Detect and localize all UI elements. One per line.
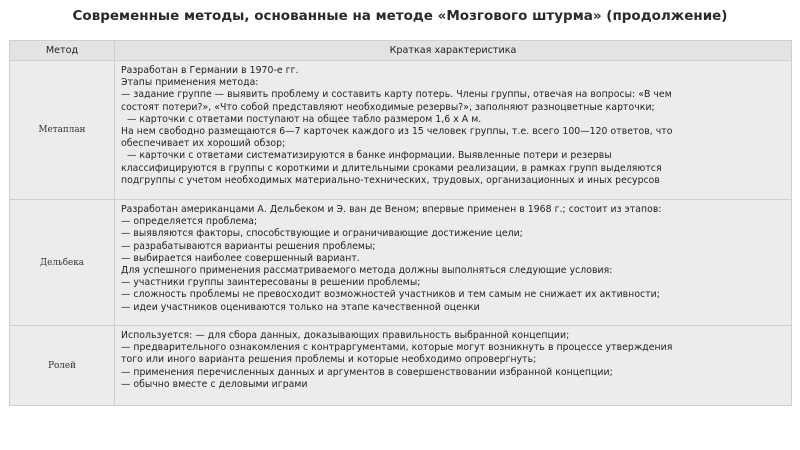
description-line: Используется: — для сбора данных, доказывающих правильность выбранной концепции; bbox=[121, 330, 570, 341]
description-line: — задание группе — выявить проблему и составить карту потерь. Члены группы, отвечая на вопросы: «В чем bbox=[121, 89, 672, 101]
description-line: — участники группы заинтересованы в решении проблемы; bbox=[121, 277, 421, 289]
description-line: — идеи участников оцениваются только на этапе качественной оценки bbox=[121, 301, 480, 313]
page-title: Современные методы, основанные на методе «Мозгового штурма» (продолжение) bbox=[72, 8, 728, 24]
method-name-cell: Дельбека bbox=[10, 200, 115, 326]
description-line: — предварительного ознакомления с контраргументами, которые могут возникнуть в процессе утверждения bbox=[121, 342, 673, 354]
description-cell bbox=[115, 326, 792, 406]
description-line: классифицируются в группы с короткими и длительными сроками реализации, в рамках групп выделяются bbox=[121, 162, 662, 174]
description-line: Этапы применения метода: bbox=[121, 77, 259, 89]
methods-table bbox=[9, 40, 792, 406]
description-line: Разработан американцами А. Дельбеком и Э. ван де Веном; впервые применен в 1968 г.; состоит из этапов: bbox=[121, 204, 662, 215]
description-line: — определяется проблема; bbox=[121, 216, 258, 228]
description-line: — применения перечисленных данных и аргументов в совершенствовании избранной концепции; bbox=[121, 366, 613, 378]
table-row-delbeck bbox=[10, 200, 792, 326]
description-cell bbox=[115, 200, 792, 326]
column-header-method: Метод bbox=[10, 41, 115, 61]
description-line: обеспечивает их хороший обзор; bbox=[121, 138, 286, 150]
method-name-cell: Метаплан bbox=[10, 61, 115, 200]
description-line: Разработан в Германии в 1970-е гг. bbox=[121, 65, 299, 76]
description-line: — разрабатываются варианты решения проблемы; bbox=[121, 240, 376, 252]
description-line: состоят потери?», «Что собой представляют необходимые резервы?», заполняют разноцветные карточки; bbox=[121, 101, 655, 113]
table-row-metaplan bbox=[10, 61, 792, 200]
description-line: — обычно вместе с деловыми играми bbox=[121, 378, 308, 390]
description-line: подгруппы с учетом необходимых материально-технических, трудовых, организационных и иных ресурсов bbox=[121, 174, 660, 186]
description-line: — выбирается наиболее совершенный вариант. bbox=[121, 252, 360, 264]
description-line: — карточки с ответами поступают на общее табло размером 1,6 х А м. bbox=[127, 113, 482, 125]
description-line: того или иного варианта решения проблемы и которые необходимо опровергнуть; bbox=[121, 354, 537, 366]
description-line: На нем свободно размещаются 6—7 карточек каждого из 15 человек группы, т.е. всего 100—120 ответов, что bbox=[121, 126, 673, 138]
description-line: — сложность проблемы не превосходит возможностей участников и тем самым не снижает их активности; bbox=[121, 289, 660, 301]
description-line: — карточки с ответами систематизируются в банке информации. Выявленные потери и резервы bbox=[127, 150, 612, 162]
description-cell bbox=[115, 61, 792, 200]
table-header-row bbox=[10, 41, 792, 61]
description-line: — выявляются факторы, способствующие и ограничивающие достижение цели; bbox=[121, 228, 523, 240]
method-name-cell: Ролей bbox=[10, 326, 115, 406]
column-header-description: Краткая характеристика bbox=[115, 41, 792, 61]
table-row-roles bbox=[10, 326, 792, 406]
description-line: Для успешного применения рассматриваемого метода должны выполняться следующие условия: bbox=[121, 265, 613, 277]
